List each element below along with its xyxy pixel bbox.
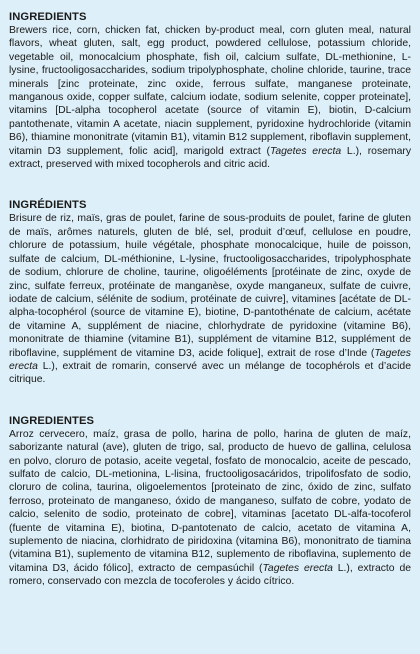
- ingredients-section-spanish: [9, 415, 411, 589]
- body-text-spanish-end: L.), extracto de romero, conservado con mezcla de tocoferoles y ácido cítrico.: [9, 562, 412, 588]
- ingredients-section-english: [9, 11, 411, 171]
- species-name-spanish: Tagetes erecta: [262, 562, 333, 574]
- ingredients-section-french: [9, 199, 411, 386]
- species-name-french: Tagetes erecta: [9, 347, 411, 372]
- body-text-french-end: L.), extrait de romarin, conservé avec un mélange de tocophérols et d’acide citrique.: [9, 360, 411, 386]
- body-text-english-end: L.), rosemary extract, preserved with mixed tocopherols and citric acid.: [9, 145, 412, 171]
- species-name-english: Tagetes erecta: [269, 145, 342, 157]
- section-title-english: INGREDIENTS: [9, 11, 87, 23]
- section-body-spanish: [9, 428, 411, 589]
- section-body-english: [9, 24, 411, 171]
- body-text-spanish: Arroz cervecero, maíz, grasa de pollo, harina de pollo, harina de gluten de maíz, saborizante natural (ave), gluten de trigo, sal, producto de huevo de gallina, celulosa en polvo, cloruro de potasio, aceite vegetal, fosfato de monocalcio, aceite de pescado, sulfato de calcio, DL-metionina, L-lisina, fructooligosacáridos, tripolifosfato de sodio, cloruro de colina, taurina, oligoelementos [proteinato de zinc, óxido de zinc, sulfato ferroso, proteinato de manganeso, óxido de manganeso, sulfato de cobre, yodato de calcio, selenito de sodio, proteinato de cobre], vitaminas [acetato DL-alfa-tocoferol (fuente de vitamina E), biotina, D-pantotenato de calcio, acetato de vitamina A, suplemento de niacina, clorhidrato de piridoxina (vitamina B6), mononitrato de tiamina (vitamina B1), suplemento de vitamina B12, suplemento de riboflavina, suplemento de vitamina D3, ácido fólico], extracto de cempasúchil (: [9, 428, 411, 574]
- body-text-french: Brisure de riz, maïs, gras de poulet, farine de sous-produits de poulet, farine de gluten de maïs, arômes naturels, gluten de blé, sel, produit d’œuf, cellulose en poudre, chlorure de potassium, huile végétale, phosphate monocalcique, huile de poisson, sulfate de calcium, DL-méthionine, L-lysine, fructooligosaccharides, tripolyphosphate de sodium, chlorure de choline, taurine, oligoéléments [protéinate de zinc, oxyde de zinc, sulfate ferreux, protéinate de manganèse, oxyde manganeux, sulfate de cuivre, iodate de calcium, sélénite de sodium, protéinate de cuivre], vitamines [acétate de DL-alpha-tocophérol (source de vitamine E), biotine, D-pantothénate de calcium, acétate de vitamine A, supplément de niacine, chlorhydrate de pyridoxine (vitamine B6), mononitrate de thiamine (vitamine B1), supplément de vitamine B12, supplément de riboflavine, supplément de vitamine D3, acide folique], extrait de rose d’Inde (: [9, 213, 411, 359]
- section-title-spanish: INGREDIENTES: [9, 414, 95, 427]
- section-body-french: [9, 212, 411, 386]
- body-text-english: Brewers rice, corn, chicken fat, chicken by-product meal, corn gluten meal, natural flavors, wheat gluten, salt, egg product, powdered cellulose, potassium chloride, vegetable oil, monocalcium phosphate, fish oil, calcium sulfate, DL-methionine, L-lysine, fructooligosaccharides, sodium tripolyphosphate, choline chloride, taurine, trace minerals [zinc proteinate, zinc oxide, ferrous sulfate, manganese proteinate, manganous oxide, copper sulfate, calcium iodate, sodium selenite, copper proteinate], vitamins [DL-alpha tocopherol acetate (source of vitamin E), biotin, D-calcium pantothenate, vitamin A acetate, niacin supplement, pyridoxine hydrochloride (vitamin B6), thiamine mononitrate (vitamin B1), vitamin B12 supplement, riboflavin supplement, vitamin D3 supplement, folic acid], marigold extract (: [9, 25, 411, 157]
- section-title-french: INGRÉDIENTS: [9, 199, 87, 212]
